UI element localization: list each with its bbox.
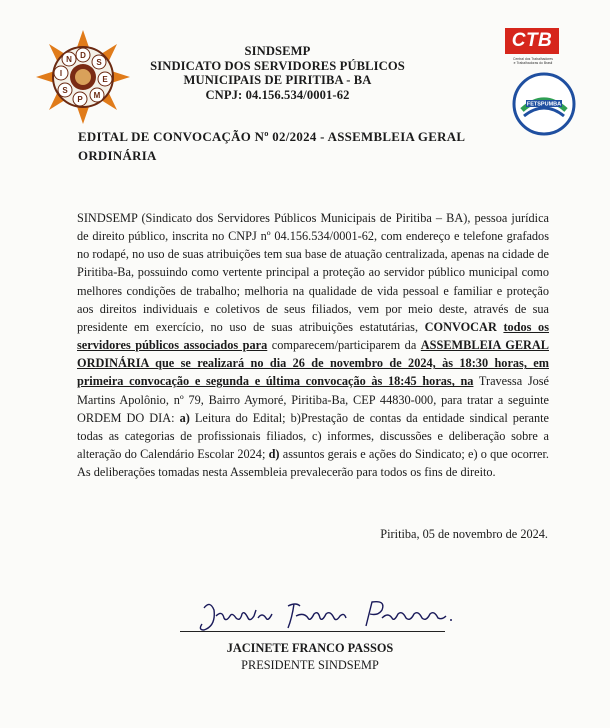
fetspumba-logo	[512, 72, 576, 136]
title-line-2: ORDINÁRIA	[78, 149, 157, 163]
handwritten-signature	[196, 596, 458, 636]
document-title	[78, 128, 548, 166]
svg-text:S: S	[96, 58, 102, 67]
svg-text:D: D	[80, 51, 86, 60]
svg-text:S: S	[62, 86, 68, 95]
org-city: MUNICIPAIS DE PIRITIBA - BA	[183, 73, 372, 87]
svg-text:M: M	[93, 91, 101, 100]
signature-line	[180, 631, 445, 632]
letterhead	[135, 44, 420, 102]
svg-text:N: N	[66, 55, 72, 64]
org-cnpj: CNPJ: 04.156.534/0001-62	[205, 87, 350, 102]
ctb-logo-subtitle: Central dos Trabalhadores e Trabalhadoras do Brasil	[513, 57, 553, 65]
signatory-name: JACINETE FRANCO PASSOS	[226, 641, 394, 655]
date-place: Piritiba, 05 de novembro de 2024.	[380, 527, 548, 541]
org-short-name: SINDSEMP	[244, 44, 311, 58]
svg-text:E: E	[102, 75, 108, 84]
svg-text:I: I	[59, 69, 63, 78]
body-text	[77, 209, 549, 481]
org-full-name: SINDICATO DOS SERVIDORES PÚBLICOS	[150, 58, 405, 73]
assembly-details: ASSEMBLEIA GERAL ORDINÁRIA que se realizará no dia 26 de novembro de 2024, às 18:30 horas, em primeira convocação e segunda e última convocação às 18:45 horas, na	[77, 338, 549, 389]
convocar-keyword: CONVOCAR	[424, 319, 497, 334]
ctb-logo: CTB	[505, 28, 559, 54]
convocation-target: todos os servidores públicos associados para	[77, 319, 549, 353]
right-logo-text: FETSPUMBA	[526, 101, 562, 108]
body-paragraph: SINDSEMP (Sindicato dos Servidores Públicos Municipais de Piritiba – BA), pessoa jurídica de direito público, inscrita no CNPJ nº 04.156.534/0001-62, com endereço e telefone grafados no rodapé, no uso de suas atribuições tem sua base de atuação centralizada, apenas na cidade de Piritiba-Ba, possuindo como vertente principal a proteção ao servidor público municipal como melhores condições de trabalho; melhoria na qualidade de vida pessoal e familiar e proteção aos direitos individuais e coletivos de seus filiados, vem por meio deste, através de sua presidente em exercício, no uso de suas atribuições estatutárias, CONVOCAR todos os servidores públicos associados para comparecem/participarem da ASSEMBLEIA GERAL ORDINÁRIA que se realizará no dia 26 de novembro de 2024, às 18:30 horas, em primeira convocação e segunda e última convocação às 18:45 horas, na Travessa José Martins Apolônio, nº 79, Bairro Aymoré, Piritiba-Ba, CEP 44830-000, para tratar a seguinte ORDEM DO DIA: a) Leitura do Edital; b)Prestação de contas da entidade sindical perante todas as categorias de profissionais filiados, c) informes, discussões e deliberação sobre a alteração do Calendário Escolar 2024; d) assuntos gerais e ações do Sindicato; e) o que ocorrer. As deliberações tomadas nesta Assembleia prevalecerão para todos os fins de direito.	[77, 211, 549, 480]
sindsemp-logo	[24, 28, 142, 126]
signatory-role: PRESIDENTE SINDSEMP	[241, 658, 379, 672]
title-line-1: EDITAL DE CONVOCAÇÃO Nº 02/2024 - ASSEMBLEIA GERAL	[78, 130, 466, 144]
svg-text:P: P	[77, 95, 83, 104]
